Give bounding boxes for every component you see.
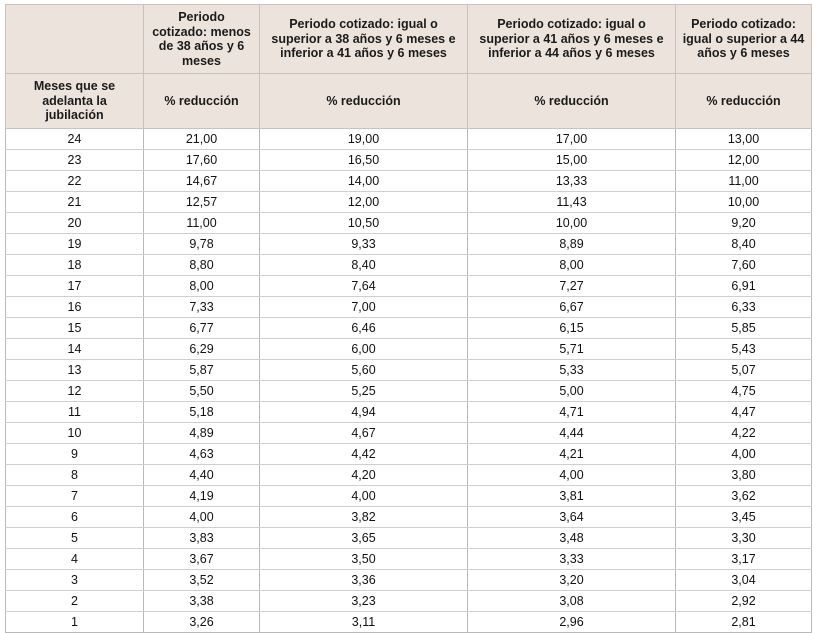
reduction-cell-2: 5,60 xyxy=(260,360,468,381)
reduction-cell-3: 6,67 xyxy=(468,297,676,318)
reduction-cell-3: 4,71 xyxy=(468,402,676,423)
header-reduction-col-1: % reducción xyxy=(144,74,260,129)
reduction-cell-1: 9,78 xyxy=(144,234,260,255)
reduction-cell-2: 4,20 xyxy=(260,465,468,486)
reduction-cell-3: 5,33 xyxy=(468,360,676,381)
reduction-cell-4: 4,22 xyxy=(676,423,812,444)
reduction-cell-3: 13,33 xyxy=(468,171,676,192)
table-row xyxy=(6,129,812,150)
months-cell: 22 xyxy=(6,171,144,192)
table-row xyxy=(6,444,812,465)
reduction-cell-2: 8,40 xyxy=(260,255,468,276)
table-row xyxy=(6,612,812,633)
table-header xyxy=(6,5,812,129)
reduction-cell-2: 12,00 xyxy=(260,192,468,213)
header-period-col-4: Periodo cotizado: igual o superior a 44 años y 6 meses xyxy=(676,5,812,74)
months-cell: 9 xyxy=(6,444,144,465)
header-row-titles xyxy=(6,5,812,74)
reduction-cell-3: 8,89 xyxy=(468,234,676,255)
reduction-cell-3: 8,00 xyxy=(468,255,676,276)
months-cell: 1 xyxy=(6,612,144,633)
months-cell: 4 xyxy=(6,549,144,570)
months-cell: 3 xyxy=(6,570,144,591)
header-period-col-2: Periodo cotizado: igual o superior a 38 años y 6 meses e inferior a 41 años y 6 meses xyxy=(260,5,468,74)
table-row xyxy=(6,402,812,423)
table-row xyxy=(6,360,812,381)
months-cell: 15 xyxy=(6,318,144,339)
table-row xyxy=(6,150,812,171)
table-row xyxy=(6,276,812,297)
reduction-cell-2: 4,00 xyxy=(260,486,468,507)
months-cell: 16 xyxy=(6,297,144,318)
reduction-cell-2: 6,00 xyxy=(260,339,468,360)
reduction-cell-4: 5,85 xyxy=(676,318,812,339)
reduction-cell-1: 21,00 xyxy=(144,129,260,150)
reduction-cell-4: 13,00 xyxy=(676,129,812,150)
reduction-cell-1: 4,00 xyxy=(144,507,260,528)
table-body xyxy=(6,129,812,633)
reduction-cell-3: 2,96 xyxy=(468,612,676,633)
table-row xyxy=(6,591,812,612)
reduction-cell-1: 17,60 xyxy=(144,150,260,171)
reduction-cell-4: 8,40 xyxy=(676,234,812,255)
table-row xyxy=(6,339,812,360)
reduction-cell-1: 3,38 xyxy=(144,591,260,612)
table-row xyxy=(6,570,812,591)
reduction-cell-2: 4,42 xyxy=(260,444,468,465)
reduction-cell-2: 4,94 xyxy=(260,402,468,423)
reduction-cell-3: 4,21 xyxy=(468,444,676,465)
table-row xyxy=(6,318,812,339)
table-row xyxy=(6,528,812,549)
reduction-cell-3: 5,71 xyxy=(468,339,676,360)
reduction-cell-1: 5,87 xyxy=(144,360,260,381)
header-corner-blank xyxy=(6,5,144,74)
reduction-cell-4: 4,47 xyxy=(676,402,812,423)
reduction-cell-1: 4,19 xyxy=(144,486,260,507)
table-row xyxy=(6,255,812,276)
months-cell: 6 xyxy=(6,507,144,528)
months-cell: 5 xyxy=(6,528,144,549)
reduction-cell-4: 2,81 xyxy=(676,612,812,633)
reduction-cell-3: 6,15 xyxy=(468,318,676,339)
months-cell: 11 xyxy=(6,402,144,423)
reduction-cell-3: 7,27 xyxy=(468,276,676,297)
reduction-cell-4: 5,43 xyxy=(676,339,812,360)
reduction-cell-3: 3,64 xyxy=(468,507,676,528)
months-cell: 18 xyxy=(6,255,144,276)
months-cell: 19 xyxy=(6,234,144,255)
reduction-cell-3: 3,08 xyxy=(468,591,676,612)
reduction-cell-2: 3,36 xyxy=(260,570,468,591)
reduction-cell-4: 6,91 xyxy=(676,276,812,297)
reduction-cell-1: 5,50 xyxy=(144,381,260,402)
table-row xyxy=(6,171,812,192)
header-period-col-3: Periodo cotizado: igual o superior a 41 años y 6 meses e inferior a 44 años y 6 meses xyxy=(468,5,676,74)
months-cell: 13 xyxy=(6,360,144,381)
reduction-cell-3: 4,00 xyxy=(468,465,676,486)
reduction-cell-4: 3,30 xyxy=(676,528,812,549)
table-row xyxy=(6,297,812,318)
reduction-cell-4: 10,00 xyxy=(676,192,812,213)
reduction-cell-4: 6,33 xyxy=(676,297,812,318)
table-row xyxy=(6,381,812,402)
reduction-cell-3: 11,43 xyxy=(468,192,676,213)
reduction-cell-4: 4,00 xyxy=(676,444,812,465)
table-row xyxy=(6,213,812,234)
table-row xyxy=(6,423,812,444)
reduction-cell-1: 3,83 xyxy=(144,528,260,549)
header-reduction-col-3: % reducción xyxy=(468,74,676,129)
reduction-cell-2: 5,25 xyxy=(260,381,468,402)
reduction-cell-2: 3,11 xyxy=(260,612,468,633)
reduction-cell-1: 3,26 xyxy=(144,612,260,633)
reduction-cell-4: 12,00 xyxy=(676,150,812,171)
table-row xyxy=(6,507,812,528)
reduction-cell-1: 6,77 xyxy=(144,318,260,339)
table-row xyxy=(6,549,812,570)
reduction-cell-4: 4,75 xyxy=(676,381,812,402)
table-row xyxy=(6,486,812,507)
header-period-col-1: Periodo cotizado: menos de 38 años y 6 meses xyxy=(144,5,260,74)
header-reduction-col-4: % reducción xyxy=(676,74,812,129)
reduction-cell-2: 6,46 xyxy=(260,318,468,339)
months-cell: 14 xyxy=(6,339,144,360)
reduction-cell-4: 3,80 xyxy=(676,465,812,486)
reduction-cell-2: 14,00 xyxy=(260,171,468,192)
reduction-cell-4: 3,17 xyxy=(676,549,812,570)
reduction-cell-1: 11,00 xyxy=(144,213,260,234)
reduction-cell-3: 3,81 xyxy=(468,486,676,507)
reduction-cell-1: 3,67 xyxy=(144,549,260,570)
reduction-cell-1: 7,33 xyxy=(144,297,260,318)
table-row xyxy=(6,465,812,486)
reduction-table-container xyxy=(5,4,811,633)
reduction-cell-2: 7,00 xyxy=(260,297,468,318)
reduction-cell-1: 4,40 xyxy=(144,465,260,486)
months-cell: 7 xyxy=(6,486,144,507)
reduction-cell-3: 3,33 xyxy=(468,549,676,570)
reduction-cell-3: 3,20 xyxy=(468,570,676,591)
reduction-cell-3: 17,00 xyxy=(468,129,676,150)
months-cell: 17 xyxy=(6,276,144,297)
reduction-cell-4: 11,00 xyxy=(676,171,812,192)
table-row xyxy=(6,192,812,213)
reduction-cell-1: 4,89 xyxy=(144,423,260,444)
reduction-cell-1: 5,18 xyxy=(144,402,260,423)
reduction-cell-2: 7,64 xyxy=(260,276,468,297)
pension-reduction-table xyxy=(5,4,812,633)
months-cell: 24 xyxy=(6,129,144,150)
reduction-cell-3: 15,00 xyxy=(468,150,676,171)
reduction-cell-2: 3,50 xyxy=(260,549,468,570)
reduction-cell-1: 4,63 xyxy=(144,444,260,465)
months-cell: 23 xyxy=(6,150,144,171)
header-row-subtitles xyxy=(6,74,812,129)
reduction-cell-4: 2,92 xyxy=(676,591,812,612)
reduction-cell-3: 5,00 xyxy=(468,381,676,402)
reduction-cell-2: 3,65 xyxy=(260,528,468,549)
months-cell: 20 xyxy=(6,213,144,234)
reduction-cell-4: 3,04 xyxy=(676,570,812,591)
header-reduction-col-2: % reducción xyxy=(260,74,468,129)
months-cell: 21 xyxy=(6,192,144,213)
reduction-cell-4: 7,60 xyxy=(676,255,812,276)
reduction-cell-3: 10,00 xyxy=(468,213,676,234)
reduction-cell-2: 4,67 xyxy=(260,423,468,444)
reduction-cell-1: 14,67 xyxy=(144,171,260,192)
reduction-cell-1: 6,29 xyxy=(144,339,260,360)
table-row xyxy=(6,234,812,255)
reduction-cell-4: 3,45 xyxy=(676,507,812,528)
reduction-cell-4: 9,20 xyxy=(676,213,812,234)
reduction-cell-2: 19,00 xyxy=(260,129,468,150)
reduction-cell-1: 3,52 xyxy=(144,570,260,591)
reduction-cell-1: 12,57 xyxy=(144,192,260,213)
reduction-cell-3: 4,44 xyxy=(468,423,676,444)
header-months-label: Meses que se adelanta la jubilación xyxy=(6,74,144,129)
reduction-cell-1: 8,80 xyxy=(144,255,260,276)
reduction-cell-2: 10,50 xyxy=(260,213,468,234)
reduction-cell-1: 8,00 xyxy=(144,276,260,297)
reduction-cell-3: 3,48 xyxy=(468,528,676,549)
reduction-cell-2: 3,82 xyxy=(260,507,468,528)
reduction-cell-2: 16,50 xyxy=(260,150,468,171)
reduction-cell-4: 5,07 xyxy=(676,360,812,381)
reduction-cell-2: 3,23 xyxy=(260,591,468,612)
months-cell: 12 xyxy=(6,381,144,402)
reduction-cell-4: 3,62 xyxy=(676,486,812,507)
months-cell: 8 xyxy=(6,465,144,486)
months-cell: 10 xyxy=(6,423,144,444)
months-cell: 2 xyxy=(6,591,144,612)
reduction-cell-2: 9,33 xyxy=(260,234,468,255)
